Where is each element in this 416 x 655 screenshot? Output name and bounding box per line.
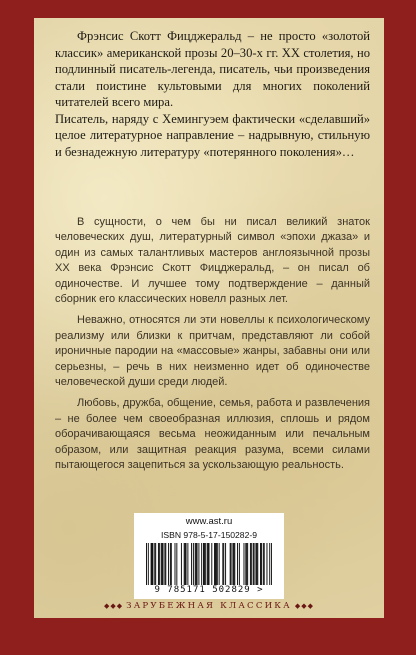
barcode-bar: [261, 543, 262, 585]
series-title: ЗАРУБЕЖНАЯ КЛАССИКА: [126, 601, 292, 611]
barcode-bar: [255, 543, 256, 585]
annotation-intro: [55, 28, 370, 160]
barcode-bar: [176, 543, 177, 585]
barcode-bar: [191, 543, 192, 585]
barcode-bar: [193, 543, 194, 585]
barcode-bar: [269, 543, 270, 585]
intro-paragraph: Писатель, наряду с Хемингуэем фактически «сделавший» целое литературное направление – надрывную, стильную и безнадежную литературу «потерянного поколения»…: [55, 111, 370, 159]
barcode-bar: [232, 543, 233, 585]
barcode-bar: [234, 543, 235, 585]
barcode-bar: [253, 543, 254, 585]
barcode-bar: [230, 543, 231, 585]
isbn-number: ISBN 978-5-17-150282-9: [160, 530, 258, 540]
barcode-bar: [237, 543, 238, 585]
body-paragraph: Неважно, относятся ли эти новеллы к психологическому реализму или близки к притчам, представляют ли собой ироничные пародии на «массовые» жанры, забавны они или серьезны, – речь в них неизменно идет об одиночестве человеческой души среди людей.: [55, 314, 370, 389]
barcode-bar: [223, 543, 224, 585]
barcode-bar: [246, 543, 247, 585]
barcode-bar: [162, 543, 163, 585]
barcode-bar: [185, 543, 186, 585]
barcode-block: [134, 513, 284, 599]
barcode-bar: [260, 543, 261, 585]
barcode-bar: [152, 543, 153, 585]
barcode-bar: [146, 543, 147, 585]
barcode-bar: [198, 543, 199, 585]
barcode-bar: [154, 543, 155, 585]
barcode-bar: [239, 543, 240, 585]
body-paragraph: В сущности, о чем бы ни писал великий знаток человеческих душ, литературный символ «эпохи джаза» и один из самых талантливых мастеров англоязычной прозы XX века Фрэнсис Скотт Фицджеральд, – он писал об одиночестве. И лучшее тому подтверждение – данный сборник его классических новелл разных лет.: [55, 216, 370, 306]
barcode-bar: [263, 543, 264, 585]
barcode-bar: [243, 543, 244, 585]
barcode-bar: [254, 543, 255, 585]
barcode-digits: 9 785171 502829 >: [154, 585, 264, 595]
barcode-bar: [233, 543, 234, 585]
barcode-bar: [196, 543, 197, 585]
barcode-bar: [245, 543, 246, 585]
body-paragraph: Любовь, дружба, общение, семья, работа и развлечения – не более чем своеобразная иллюзия, сплошь и рядом оборачивающаяся весьма неожиданным или печальным образом, или защитная реакция разума, всеми силами пытающегося зацепиться за ускользающую реальность.: [55, 397, 370, 472]
ornament-right-icon: ◆◆◆: [294, 602, 315, 610]
barcode-bar: [209, 543, 210, 585]
barcode-bar: [155, 543, 156, 585]
barcode-bar: [187, 543, 188, 585]
barcode-bar: [184, 543, 185, 585]
barcode-bar: [186, 543, 187, 585]
barcode-bar: [148, 543, 149, 585]
barcode-bar: [151, 543, 152, 585]
ornament-left-icon: ◆◆◆: [103, 602, 124, 610]
barcode-bar: [197, 543, 198, 585]
barcode-bar: [264, 543, 265, 585]
barcode-bar: [168, 543, 169, 585]
barcode-bar: [219, 543, 220, 585]
barcode-bar: [181, 543, 182, 585]
barcode-bar: [256, 543, 257, 585]
barcode-bar: [225, 543, 226, 585]
barcode-bar: [204, 543, 205, 585]
barcode-bar: [215, 543, 216, 585]
series-banner: [34, 600, 384, 612]
barcode-bar: [250, 543, 251, 585]
barcode-bar: [171, 543, 172, 585]
barcode-bar: [251, 543, 252, 585]
barcode-bar: [161, 543, 162, 585]
barcode-bar: [159, 543, 160, 585]
barcode-bar: [165, 543, 166, 585]
intro-paragraph: Фрэнсис Скотт Фицджеральд – не просто «золотой классик» американской прозы 20–30-х гг. XX столетия, но подлинный писатель-легенда, писатель, чьи произведения стали поистине культовыми для многих поколений читателей всего мира.: [55, 29, 370, 109]
barcode-bar: [247, 543, 248, 585]
barcode-bar: [170, 543, 171, 585]
barcode-bar: [164, 543, 165, 585]
barcode-bar: [257, 543, 258, 585]
barcode-bar: [207, 543, 208, 585]
barcode-bar: [203, 543, 204, 585]
barcode-bar: [175, 543, 176, 585]
barcode-bar: [163, 543, 164, 585]
barcode-bar: [201, 543, 202, 585]
annotation-body: [55, 215, 370, 480]
barcode-bar: [222, 543, 223, 585]
barcode-bar: [195, 543, 196, 585]
barcode-bar: [205, 543, 206, 585]
barcode-bar: [158, 543, 159, 585]
barcode-bars: [146, 543, 272, 585]
barcode-bar: [214, 543, 215, 585]
barcode-bar: [266, 543, 267, 585]
barcode-bar: [152, 543, 153, 585]
barcode-bar: [216, 543, 217, 585]
barcode-bar: [231, 543, 232, 585]
barcode-bar: [217, 543, 218, 585]
barcode-bar: [208, 543, 209, 585]
barcode-bar: [211, 543, 212, 585]
barcode-bar: [271, 543, 272, 585]
publisher-website: www.ast.ru: [185, 516, 233, 527]
